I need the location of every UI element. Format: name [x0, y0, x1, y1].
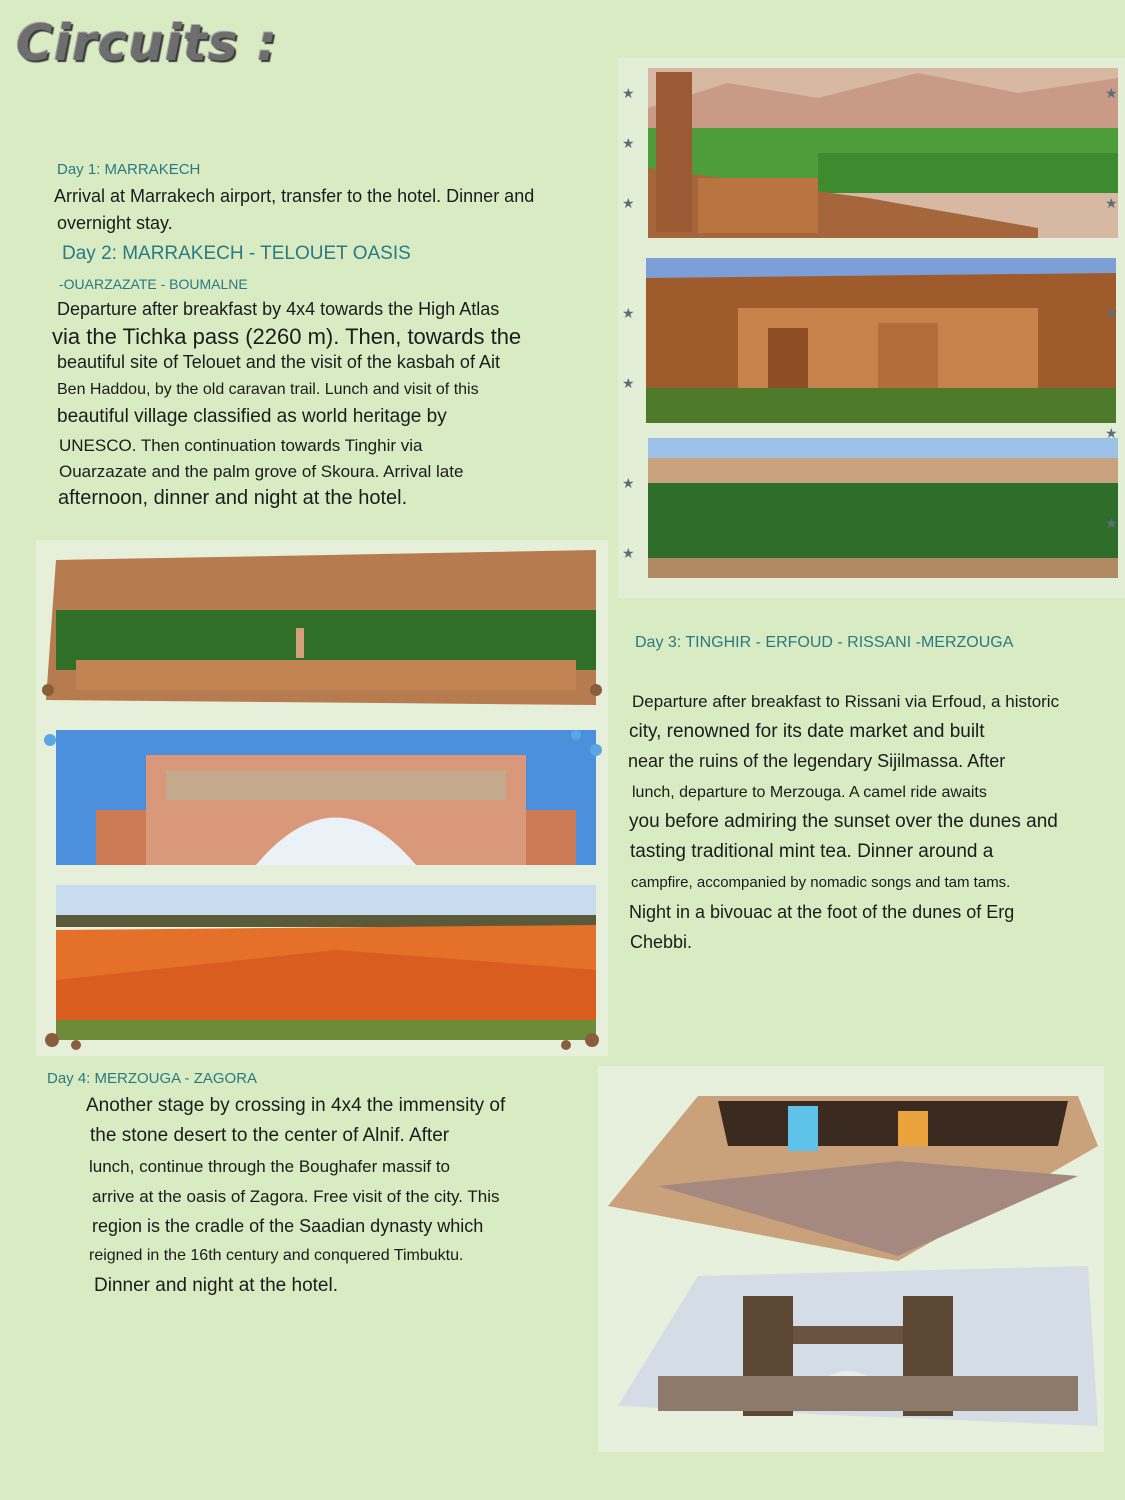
day1-heading: Day 1: MARRAKECH: [57, 161, 201, 178]
day4-line: arrive at the oasis of Zagora. Free visit of the city. This: [92, 1187, 500, 1206]
day2-heading-sub: -OUARZAZATE - BOUMALNE: [59, 276, 248, 292]
day4-line: lunch, continue through the Boughafer massif to: [89, 1157, 451, 1176]
svg-text:★: ★: [622, 135, 635, 151]
day3-line: Night in a bivouac at the foot of the dunes of Erg: [629, 902, 1015, 922]
svg-text:★: ★: [622, 475, 635, 491]
day3-line: campfire, accompanied by nomadic songs and tam tams.: [631, 874, 1011, 891]
svg-text:★: ★: [622, 545, 635, 561]
svg-text:★: ★: [1105, 195, 1118, 211]
day2-line: afternoon, dinner and night at the hotel.: [58, 487, 408, 509]
photo-collage-bivouac: [598, 1066, 1104, 1452]
day2-line: beautiful village classified as world heritage by: [57, 406, 447, 427]
day1-line: Arrival at Marrakech airport, transfer to the hotel. Dinner and: [54, 186, 535, 206]
day3-line: Chebbi.: [630, 932, 693, 952]
svg-text:★: ★: [622, 85, 635, 101]
day3-line: lunch, departure to Merzouga. A camel ride awaits: [632, 784, 987, 801]
photo-collage-desert: [36, 540, 608, 1056]
day3-heading: Day 3: TINGHIR - ERFOUD - RISSANI -MERZOUGA: [635, 634, 1014, 651]
day2-line: UNESCO. Then continuation towards Tinghir via: [59, 436, 423, 455]
day4-line: the stone desert to the center of Alnif. After: [90, 1125, 450, 1146]
day4-line: Another stage by crossing in 4x4 the immensity of: [86, 1095, 506, 1116]
svg-text:★: ★: [1105, 425, 1118, 441]
day3-line: Departure after breakfast to Rissani via Erfoud, a historic: [632, 692, 1060, 711]
day2-line: beautiful site of Telouet and the visit of the kasbah of Ait: [57, 352, 500, 372]
page-title: Circuits :: [16, 14, 278, 72]
day3-line: you before admiring the sunset over the dunes and: [629, 811, 1058, 832]
day1-line: overnight stay.: [57, 213, 173, 233]
day4-line: reigned in the 16th century and conquered Timbuktu.: [89, 1247, 464, 1264]
day3-line: near the ruins of the legendary Sijilmassa. After: [628, 751, 1006, 771]
day2-line: via the Tichka pass (2260 m). Then, towards the: [52, 324, 522, 349]
day2-line: Departure after breakfast by 4x4 towards the High Atlas: [57, 299, 500, 319]
day4-line: Dinner and night at the hotel.: [94, 1275, 339, 1296]
svg-text:★: ★: [622, 305, 635, 321]
svg-text:★: ★: [1105, 85, 1118, 101]
day2-heading: Day 2: MARRAKECH - TELOUET OASIS: [62, 243, 411, 264]
svg-text:★: ★: [622, 195, 635, 211]
day2-line: Ben Haddou, by the old caravan trail. Lunch and visit of this: [57, 381, 479, 398]
svg-text:★: ★: [1105, 515, 1118, 531]
day4-line: region is the cradle of the Saadian dynasty which: [92, 1216, 484, 1236]
day4-heading: Day 4: MERZOUGA - ZAGORA: [47, 1070, 258, 1087]
day3-line: city, renowned for its date market and built: [629, 721, 985, 742]
svg-text:★: ★: [622, 375, 635, 391]
day2-line: Ouarzazate and the palm grove of Skoura. Arrival late: [59, 462, 464, 481]
photo-collage-kasbah: [618, 58, 1125, 598]
day3-line: tasting traditional mint tea. Dinner around a: [630, 841, 994, 862]
svg-text:★: ★: [1105, 305, 1118, 321]
